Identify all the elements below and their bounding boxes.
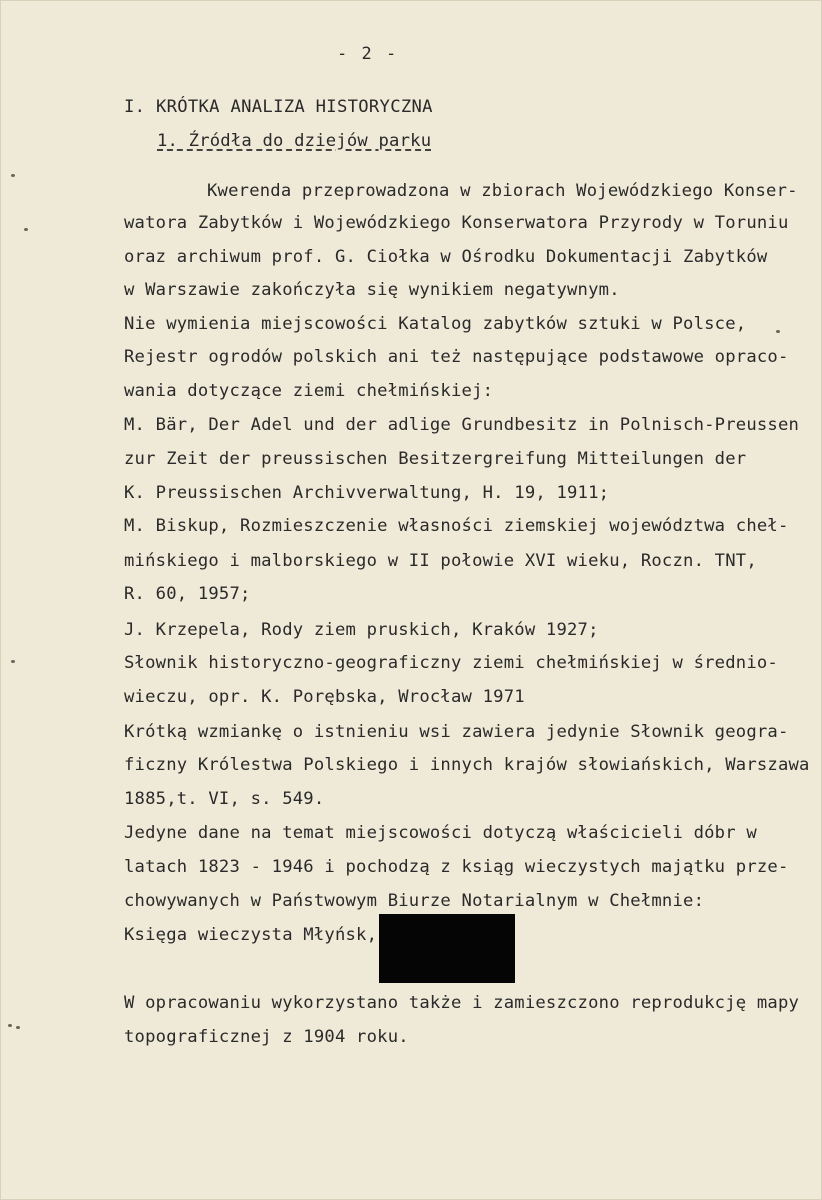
text-line: wania dotyczące ziemi chełmińskiej: [124,381,494,401]
text-line: w Warszawie zakończyła się wynikiem negatywnym. [124,280,620,300]
text-line: W opracowaniu wykorzystano także i zamieszczono reprodukcję mapy [124,993,800,1013]
text-line: K. Preussischen Archivverwaltung, H. 19, 1911; [124,483,610,503]
text-line: topograficznej z 1904 roku. [124,1027,409,1047]
text-line: zur Zeit der preussischen Besitzergreifung Mitteilungen der [124,449,747,469]
text-line: Księga wieczysta Młyńsk, [124,925,378,945]
scan-speck [8,1024,12,1027]
text-line: ficzny Królestwa Polskiego i innych krajów słowiańskich, Warszawa [124,755,810,775]
scan-speck [24,228,28,231]
page-number: - 2 - [337,44,399,64]
text-line: M. Biskup, Rozmieszczenie własności ziemskiej województwa cheł- [124,516,789,536]
scan-speck [16,1026,20,1029]
text-line: chowywanych w Państwowym Biurze Notarialnym w Chełmnie: [124,891,705,911]
scan-speck [776,330,780,333]
text-line: Kwerenda przeprowadzona w zbiorach Wojewódzkiego Konser- [207,181,798,201]
text-line: watora Zabytków i Wojewódzkiego Konserwatora Przyrody w Toruniu [124,213,789,233]
section-heading: I. KRÓTKA ANALIZA HISTORYCZNA [124,97,433,117]
text-line: Nie wymienia miejscowości Katalog zabytków sztuki w Polsce, [124,314,747,334]
text-line: Rejestr ogrodów polskich ani też następujące podstawowe opraco- [124,347,789,367]
text-line: J. Krzepela, Rody ziem pruskich, Kraków 1927; [124,620,599,640]
text-line: Krótką wzmiankę o istnieniu wsi zawiera jedynie Słownik geogra- [124,722,789,742]
text-line: latach 1823 - 1946 i pochodzą z ksiąg wieczystych majątku prze- [124,857,789,877]
text-line: Jedyne dane na temat miejscowości dotyczą właścicieli dóbr w [124,823,757,843]
text-line: Słownik historyczno-geograficzny ziemi chełmińskiej w średnio- [124,653,778,673]
scan-speck [11,660,15,663]
subsection-heading: 1. Źródła do dziejów parku [157,131,432,151]
text-line: R. 60, 1957; [124,584,251,604]
text-line: oraz archiwum prof. G. Ciołka w Ośrodku Dokumentacji Zabytków [124,247,768,267]
text-line: mińskiego i malborskiego w II połowie XVI wieku, Roczn. TNT, [124,551,757,571]
scan-speck [11,174,15,177]
redaction-box [379,914,515,983]
text-line: M. Bär, Der Adel und der adlige Grundbesitz in Polnisch-Preussen [124,415,800,435]
text-line: 1885,t. VI, s. 549. [124,789,325,809]
text-line: wieczu, opr. K. Porębska, Wrocław 1971 [124,687,525,707]
